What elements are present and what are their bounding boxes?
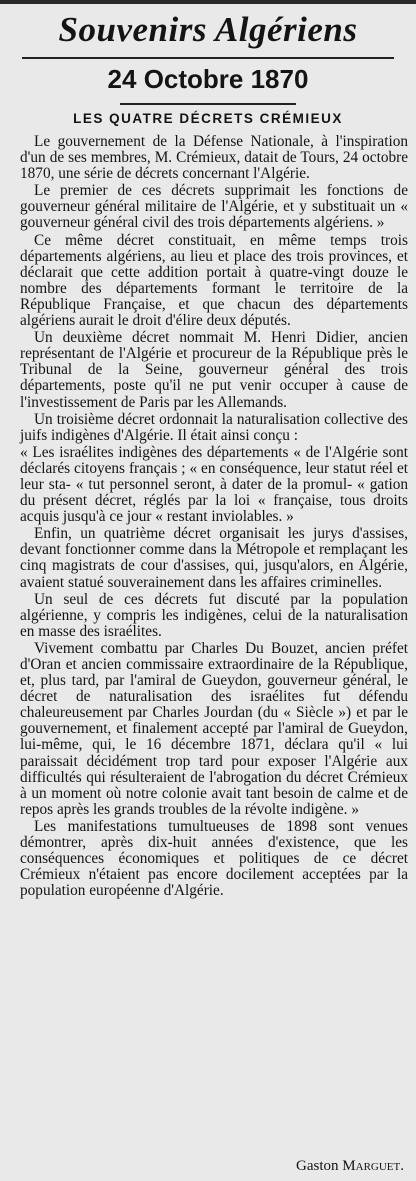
paragraph-departments: Ce même décret constituait, en même temps trois départements algériens, au lieu et place des trois provinces, et déclarait que cette addition portait à quatre-vingt douze le nombre des départements formant le territoire de la République Française, et que chacun des départements algériens aurait le droit d'élire deux députés. [20, 231, 408, 330]
author-surname: Marguet. [342, 1158, 404, 1174]
top-border-rule [0, 0, 416, 4]
title-divider [22, 57, 394, 59]
date-divider [120, 103, 296, 105]
author-signature [296, 1157, 404, 1175]
paragraph-discussion: Un seul de ces décrets fut discuté par la population algérienne, y compris les indigènes, celui de la naturalisation en masse des israélites. [20, 590, 408, 640]
article-title: Souvenirs Algériens [58, 10, 358, 49]
paragraph-third-decree: Un troisième décret ordonnait la naturalisation collective des juifs indigènes d'Algérie. Il était ainsi conçu : [20, 410, 408, 444]
paragraph-fourth-decree: Enfin, un quatrième décret organisait les jurys d'assises, devant fonctionner comme dans la Métropole et remplaçant les cinq magistrats de cour d'assises, qui, jusqu'alors, en Algérie, avaient statué souverainement dans les affaires criminelles. [20, 525, 408, 591]
article-subtitle: LES QUATRE DÉCRETS CRÉMIEUX [73, 111, 343, 126]
paragraph-1898: Les manifestations tumultueuses de 1898 sont venues démontrer, après dix-huit années d'existence, que les conséquences économiques et politiques de ce décret Crémieux n'étaient pas encore docilement acceptées par la population européenne d'Algérie. [20, 817, 408, 900]
author-first-name: Gaston [296, 1158, 339, 1174]
article-body [20, 134, 408, 900]
article-date: 24 Octobre 1870 [107, 64, 309, 94]
paragraph-intro: Le gouvernement de la Défense Nationale, à l'inspiration d'un de ses membres, M. Crémieux, datait de Tours, 24 octobre 1870, une série de décrets concernant l'Algérie. [20, 133, 408, 183]
paragraph-first-decree: Le premier de ces décrets supprimait les fonctions de gouverneur général militaire de l'Algérie, et y substituait un « gouverneur général civil des trois départements algériens. » [20, 182, 408, 232]
paragraph-debate: Vivement combattu par Charles Du Bouzet, ancien préfet d'Oran et ancien commissaire extraordinaire de la République, et, plus tard, par l'amiral de Gueydon, gouverneur général, le décret de naturalisation des israélites fut défendu chaleureusement par Charles Jourdan (du « Siècle ») et par le gouvernement, et finalement accepté par l'amiral de Gueydon, lui-même, qui, le 16 décembre 1871, déclara qu'il « lui paraissait décidément trop tard pour exposer l'Algérie aux difficultés qui résulteraient de l'abrogation du décret Crémieux à un moment où notre colonie avait tant besoin de calme et de repos après les grands troubles de la révolte indigène. » [20, 639, 408, 818]
paragraph-second-decree: Un deuxième décret nommait M. Henri Didier, ancien représentant de l'Algérie et procureur de la République près le Tribunal de la Seine, gouverneur général des trois départements, poste qu'il ne put venir occuper à cause de l'investissement de Paris par les Allemands. [20, 329, 408, 411]
decree-quotation: « Les israélites indigènes des départements « de l'Algérie sont déclarés citoyens français ; « en conséquence, leur statut réel et leur sta- « tut personnel seront, à dater de la promul- « gation du présent décret, réglés par la loi « française, tous droits acquis jusqu'à ce jour « restant inviolables. » [20, 443, 408, 526]
